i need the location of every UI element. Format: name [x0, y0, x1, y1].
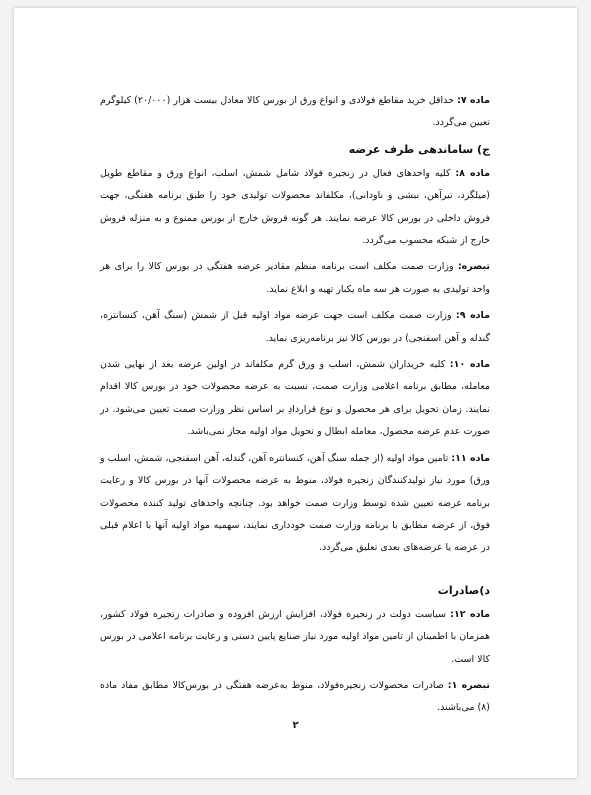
article-10	[100, 354, 490, 444]
article-9	[100, 305, 490, 350]
article-7-label: ماده ۷:	[457, 95, 490, 106]
note-8-label: تبصره:	[457, 261, 490, 273]
article-10-text: کلیه خریداران شمش، اسلب و ورق گرم مکلفاند در اولین عرضه بعد از نهایی شدن معامله، مطابق برنامه اعلامی وزارت صمت، نسبت به عرضه محصولات خود در بورس کالا اقدام نمایند. زمان تحویل برای هر محصول و نوع قراردادِ بر اساس نظر وزارت صمت تعیین می‌شود. در صورت عدم عرضه محصول، معامله ابطال و تحویل مواد اولیه مجاز نمی‌باشد.	[100, 359, 490, 438]
article-8-text: کلیه واحدهای فعال در زنجیره فولاد شامل شمش، اسلب، انواع ورق و مقاطع طویل (میلگرد، تیرآهن، نبشی و ناودانی)، مکلفاند محصولات تولیدی خود را طبق برنامه هفتگی، جهت فروش داخلی در بورس کالا عرضه نمایند. هر گونه فروش خارج از بورس ممنوع و به منزله فروش خارج از شبکه محسوب می‌گردد.	[100, 167, 490, 247]
article-11-label: ماده ۱۱:	[451, 452, 490, 464]
document-body	[100, 90, 490, 724]
note-1-text: صادرات محصولات زنجیره‌فولاد، منوط به‌عرضه هفتگی در بورس‌کالا مطابق مفاد ماده (۸) می‌باشند.	[100, 679, 490, 714]
article-9-text: وزارت صمت مکلف است جهت عرضه مواد اولیه قبل از شمش (سنگ آهن، کنسانتره، گندله و آهن اسفنجی) در بورس کالا نیز برنامه‌ریزی نماید.	[100, 310, 490, 344]
note-1-label: تبصره ۱:	[447, 679, 490, 691]
section-d-heading: د)صادرات	[437, 583, 490, 597]
article-12	[100, 604, 490, 671]
article-7	[100, 90, 490, 135]
note-8-text: وزارت صمت مکلف است برنامه منظم مقادیر عرضه هفتگی در بورس کالا را برای هر واحد تولیدی به صورت هر سه ماه یکبار تهیه و ابلاغ نماید.	[100, 261, 490, 295]
article-8-label: ماده ۸:	[455, 167, 490, 179]
article-12-label: ماده ۱۲:	[450, 608, 490, 620]
note-8	[100, 256, 490, 301]
note-1	[100, 675, 490, 720]
article-11-text: تامین مواد اولیه (از جمله سنگ آهن، کنسانتره آهن، گندله، آهن اسفنجی، شمش، اسلب و ورق) مورد نیاز تولیدکنندگان زنجیره فولاد، منوط به عرضه محصولات آنها در بورس کالا و رعایت برنامه عرضه تعیین شده توسط وزارت صمت خواهد بود. چنانچه واحدهای تولید کننده محصولات فوق، از عرضه مطابق با برنامه وزارت صمت خودداری نمایند، سهمیه مواد اولیه آنها با اعلام قبلی در عرضه یا عرضه‌های بعدی تعلیق می‌گردد.	[100, 452, 490, 554]
section-c-heading: ج) ساماندهی طرف عرضه	[348, 142, 490, 156]
article-10-label: ماده ۱۰:	[449, 359, 490, 371]
article-11	[100, 448, 490, 560]
article-8	[100, 163, 490, 253]
article-12-text: سیاست دولت در زنجیره فولاد، افزایش ارزش افزوده و صادرات زنجیره فولاد کشور، همزمان با اطمینان از تامین مواد اولیه مورد نیاز صنایع پایین دستی و رعایت برنامه اعلامی در بورس کالا است.	[100, 608, 490, 665]
article-7-text: حداقل خرید مقاطع فولادی و انواع ورق از بورس کالا معادل بیست هزار (۲۰/۰۰۰) کیلوگرم تعیین می‌گردد.	[100, 95, 490, 129]
document-page	[14, 8, 577, 778]
page-number: ۲	[292, 720, 299, 731]
article-9-label: ماده ۹:	[455, 310, 490, 322]
